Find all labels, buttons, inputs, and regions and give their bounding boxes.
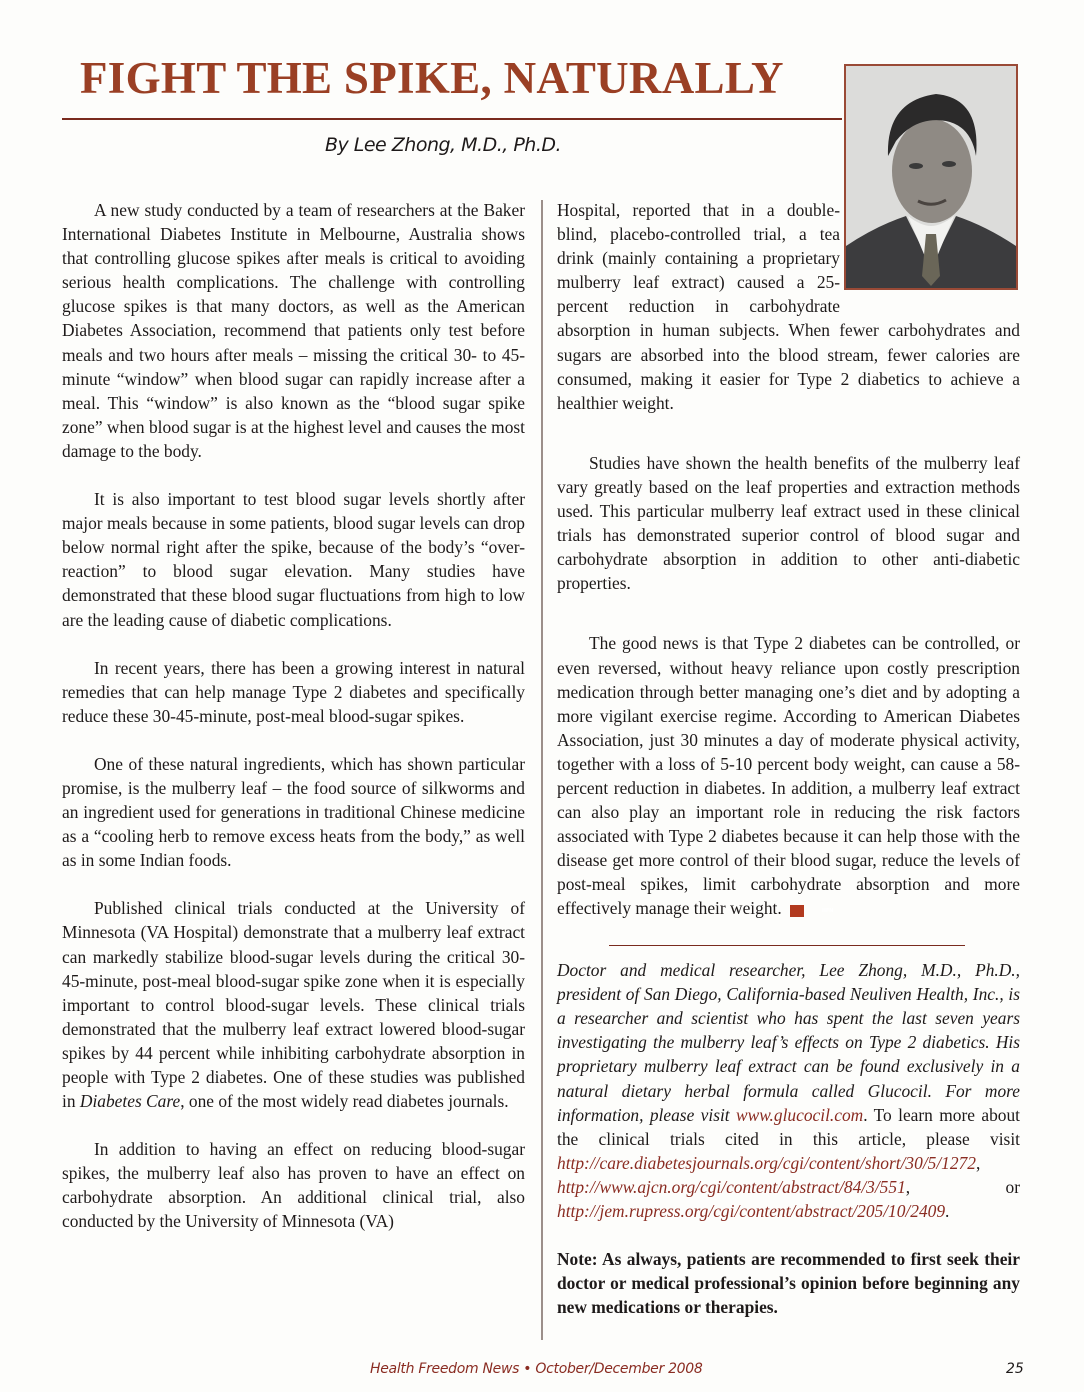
separator: , or xyxy=(905,1176,1020,1197)
right-column xyxy=(557,198,1020,1343)
paragraph: It is also important to test blood sugar levels shortly after major meals because in some patients, blood sugar levels can drop below normal right after the spike, because of the body’s “over-reaction” to blood sugar elevation. Many studies have demonstrated that these blood sugar fluctuations from high to low are the leading cause of diabetic complications. xyxy=(62,489,525,630)
paragraph-text: The good news is that Type 2 diabetes can be controlled, or even reversed, without heavy reliance upon costly prescription medication through better managing one’s diet and by adopting a more vigilant exercise regime. According to American Diabetes Association, just 30 minutes a day of moderate physical activity, together with a loss of 5-10 percent body weight, can cause a 58-percent reduction in diabetes. In addition, a mulberry leaf extract can also play an important role in reducing the risk factors associated with Type 2 diabetes because it can help those with the disease get more control of their blood sugar, reduce the levels of post-meal spikes, limit carbohydrate absorption and more effectively manage their weight. xyxy=(557,633,1020,919)
separator: , xyxy=(975,1152,981,1173)
column-divider xyxy=(541,200,543,1340)
journal-name: Diabetes Care xyxy=(79,1091,181,1112)
paragraph: Studies have shown the health benefits of the mulberry leaf vary greatly based on the leaf properties and extraction methods used. This particular mulberry leaf extract used in these clinical trials has demonstrated superior control of blood sugar and carbohydrate absorption in addition to other anti-diabetic properties. xyxy=(557,452,1020,594)
separator: . xyxy=(945,1200,950,1221)
author-bio xyxy=(557,958,1020,1223)
title-rule xyxy=(62,118,842,120)
medical-note: Note: As always, patients are recommended to first seek their doctor or medical professional’s opinion before beginning any new medications or therapies. xyxy=(557,1249,1020,1318)
paragraph-text: , one of the most widely read diabetes journals. xyxy=(180,1091,509,1112)
paragraph: In addition to having an effect on reducing blood-sugar spikes, the mulberry leaf also has proven to have an effect on carbohydrate absorption. An additional clinical trial, also conducted by the University of Minnesota (VA) xyxy=(62,1139,525,1232)
paragraph: One of these natural ingredients, which has shown particular promise, is the mulberry leaf – the food source of silkworms and an ingredient used for generations in traditional Chinese medicine as a “cooling herb to remove excess heats from the body,” as well as in some Indian foods. xyxy=(62,753,525,871)
left-column xyxy=(62,198,525,1258)
bio-rule xyxy=(609,945,965,947)
article-title: FIGHT THE SPIKE, NATURALLY xyxy=(80,53,784,103)
reference-link[interactable]: http://care.diabetesjournals.org/cgi/content/short/30/5/1272 xyxy=(557,1152,976,1173)
publication-info: Health Freedom News • October/December 2008 xyxy=(370,1361,703,1377)
hfn-end-mark-icon: HFN xyxy=(790,905,804,917)
bio-text: Doctor and medical researcher, Lee Zhong, M.D., Ph.D., president of San Diego, California-based Neuliven Health, Inc., is a researcher and scientist who has spent the last seven years investigating the mulberry leaf’s effects on Type 2 diabetics. His proprietary mulberry leaf extract can be found exclusively in a natural dietary herbal formula called Glucocil. For more information, please visit xyxy=(557,960,1020,1125)
bio-text: . To learn more about the clinical trials cited in this article, please visit xyxy=(557,1104,1021,1149)
paragraph-text: Published clinical trials conducted at the University of Minnesota (VA Hospital) demonstrate that a mulberry leaf extract can markedly stabilize blood-sugar levels during the critical 30-45-minute, post-meal blood-sugar spike zone when it is especially important to control blood-sugar levels. These clinical trials demonstrated that the mulberry leaf extract lowered blood-sugar spikes by 44 percent while inhibiting carbohydrate absorption in people with Type 2 diabetes. One of these studies was published in xyxy=(62,898,525,1112)
paragraph: Hospital, reported that in a double-blind, placebo-controlled trial, a tea drink (mainly containing a proprietary mulberry leaf extract) caused a 25-percent reduction in carbohydrate absorption in human subjects. When fewer carbohydrates and sugars are absorbed into the blood stream, fewer calories are consumed, making it easier for Type 2 diabetics to achieve a healthier weight. xyxy=(557,200,1020,413)
photo-wrap-space xyxy=(840,198,1020,308)
paragraph xyxy=(557,631,1020,920)
byline: By Lee Zhong, M.D., Ph.D. xyxy=(324,134,562,156)
reference-link[interactable]: http://www.ajcn.org/cgi/content/abstract/84/3/551 xyxy=(557,1176,906,1197)
page-number: 25 xyxy=(1006,1361,1024,1377)
paragraph: In recent years, there has been a growing interest in natural remedies that can help manage Type 2 diabetes and specifically reduce these 30-45-minute, post-meal blood-sugar spikes. xyxy=(62,657,525,726)
paragraph: A new study conducted by a team of researchers at the Baker International Diabetes Institute in Melbourne, Australia shows that controlling glucose spikes after meals is critical to avoiding serious health complications. The challenge with controlling glucose spikes is that many doctors, as well as the American Diabetes Association, recommend that patients only test before meals and two hours after meals – missing the critical 30- to 45-minute “window” when blood sugar can rapidly increase after a meal. This “window” is also known as the “blood sugar spike zone” when blood sugar is at the highest level and causes the most damage to the body. xyxy=(62,200,525,461)
paragraph xyxy=(62,896,525,1113)
website-link[interactable]: www.glucocil.com xyxy=(736,1104,864,1125)
reference-link[interactable]: http://jem.rupress.org/cgi/content/abstract/205/10/2409 xyxy=(557,1200,946,1221)
